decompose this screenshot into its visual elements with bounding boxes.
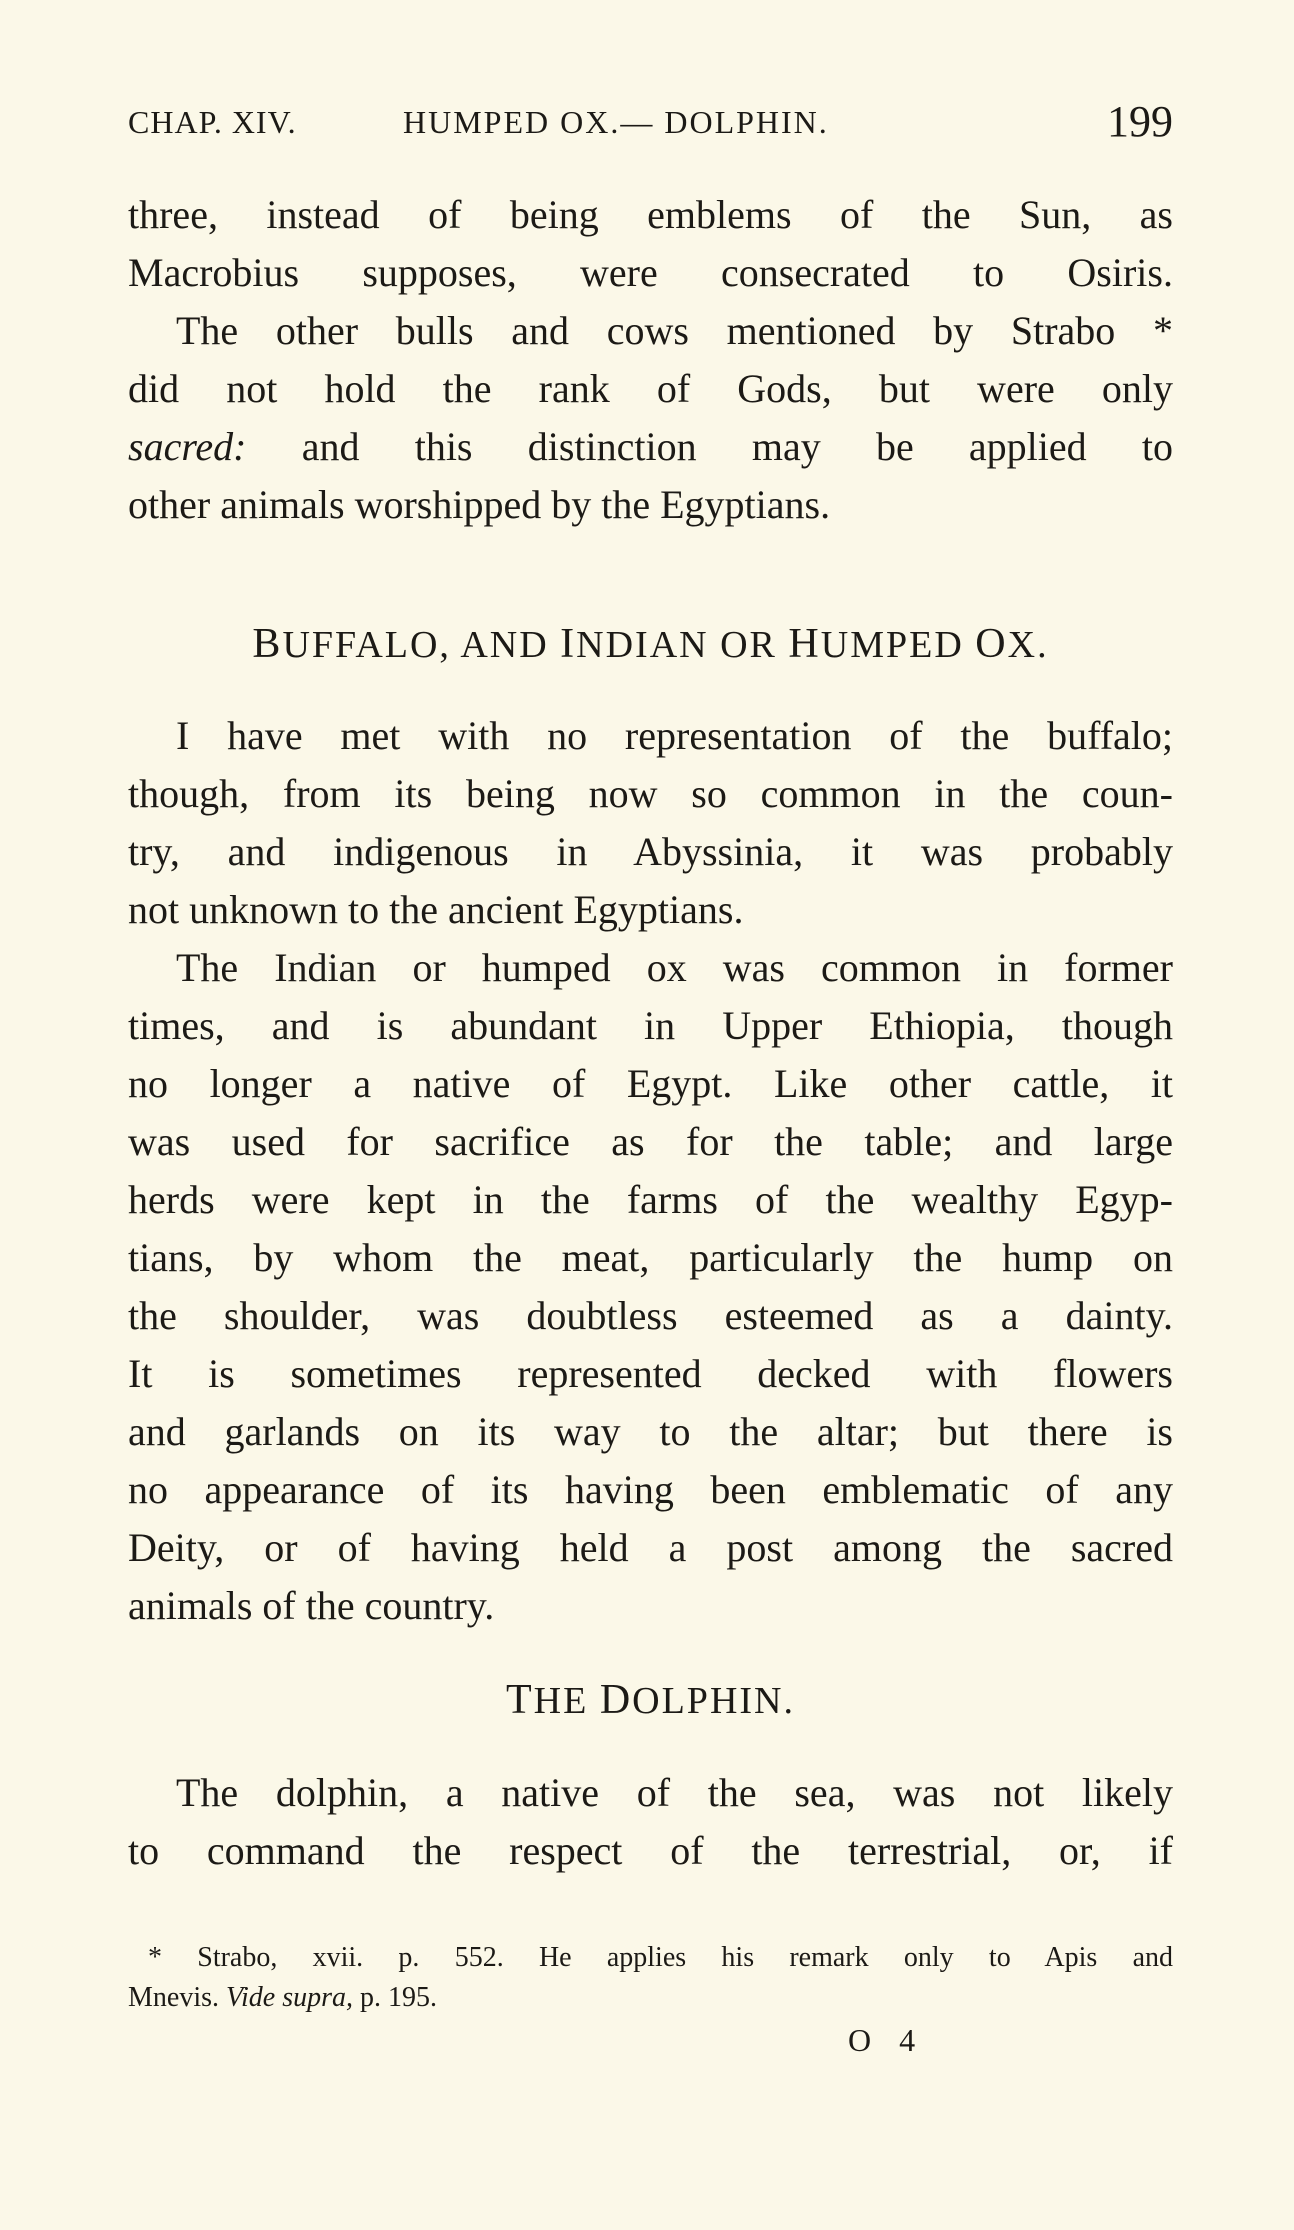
footnote-line <box>128 1978 1173 2018</box>
heading-cap: H <box>788 621 821 667</box>
text-line: not unknown to the ancient Egyptians. <box>128 887 744 932</box>
text-line: did not hold the rank of Gods, but were only <box>128 366 1173 411</box>
text-line: The dolphin, a native of the sea, was not likely <box>176 1770 1173 1815</box>
text-line: I have met with no representation of the buffalo; <box>176 713 1173 758</box>
text-line: the shoulder, was doubtless esteemed as a dainty. <box>128 1293 1173 1338</box>
text-line: to command the respect of the terrestrial, or, if <box>128 1828 1173 1873</box>
text-line: herds were kept in the farms of the wealthy Egyp- <box>128 1177 1173 1222</box>
running-title: HUMPED OX.— DOLPHIN. <box>403 104 829 140</box>
footnote <box>128 1938 1173 2018</box>
heading-text: OR <box>720 624 777 666</box>
footnote-line: * Strabo, xvii. p. 552. He applies his remark only to Apis and <box>148 1942 1173 1973</box>
heading-cap: B <box>252 621 283 667</box>
text-line: The Indian or humped ox was common in former <box>176 945 1173 990</box>
paragraph-block-1 <box>128 186 1173 534</box>
text-line: tians, by whom the meat, particularly the hump on <box>128 1235 1173 1280</box>
heading-cap: O <box>975 621 1008 667</box>
text-line: Macrobius supposes, were consecrated to Osiris. <box>128 250 1173 295</box>
text-line: times, and is abundant in Upper Ethiopia, though <box>128 1003 1173 1048</box>
text-line: though, from its being now so common in the coun- <box>128 771 1173 816</box>
signature-mark: O 4 <box>848 2022 926 2058</box>
text-line: three, instead of being emblems of the Sun, as <box>128 192 1173 237</box>
section-heading-dolphin <box>128 1676 1173 1724</box>
text-line: other animals worshipped by the Egyptians. <box>128 482 831 527</box>
text-line: Deity, or of having held a post among the sacred <box>128 1525 1173 1570</box>
heading-text: NDIAN <box>576 624 709 666</box>
footnote-text: p. 195. <box>360 1982 438 2013</box>
section-heading-buffalo <box>128 620 1173 668</box>
paragraph-block-3 <box>128 1764 1173 1880</box>
heading-cap: D <box>599 1677 633 1723</box>
running-head <box>128 96 1173 144</box>
text-line: try, and indigenous in Abyssinia, it was probably <box>128 829 1173 874</box>
footnote-text: Mnevis. <box>128 1982 219 2013</box>
chapter-label: CHAP. XIV. <box>128 104 297 140</box>
text-line: no appearance of its having been emblematic of any <box>128 1467 1173 1512</box>
page-number: 199 <box>1107 97 1173 146</box>
footnote-italic: Vide supra, <box>226 1982 354 2013</box>
heading-text: OLPHIN. <box>632 1680 795 1722</box>
text-line: was used for sacrifice as for the table; and large <box>128 1119 1173 1164</box>
text-line: no longer a native of Egypt. Like other cattle, it <box>128 1061 1173 1106</box>
heading-text: AND <box>460 624 549 666</box>
text-line: and garlands on its way to the altar; but there is <box>128 1409 1173 1454</box>
paragraph-block-2 <box>128 707 1173 1635</box>
text-span: and this distinction may be applied to <box>301 424 1174 469</box>
text-line: The other bulls and cows mentioned by Strabo * <box>176 308 1173 353</box>
heading-text: HE <box>533 1680 589 1722</box>
heading-cap: T <box>506 1677 534 1723</box>
italic-word: sacred: <box>128 424 247 469</box>
text-line <box>128 418 1173 476</box>
heading-text: X. <box>1007 624 1049 666</box>
heading-text: UFFALO, <box>282 624 451 666</box>
heading-cap: I <box>560 621 577 667</box>
text-line: animals of the country. <box>128 1583 495 1628</box>
text-line: It is sometimes represented decked with flowers <box>128 1351 1173 1396</box>
heading-text: UMPED <box>820 624 964 666</box>
